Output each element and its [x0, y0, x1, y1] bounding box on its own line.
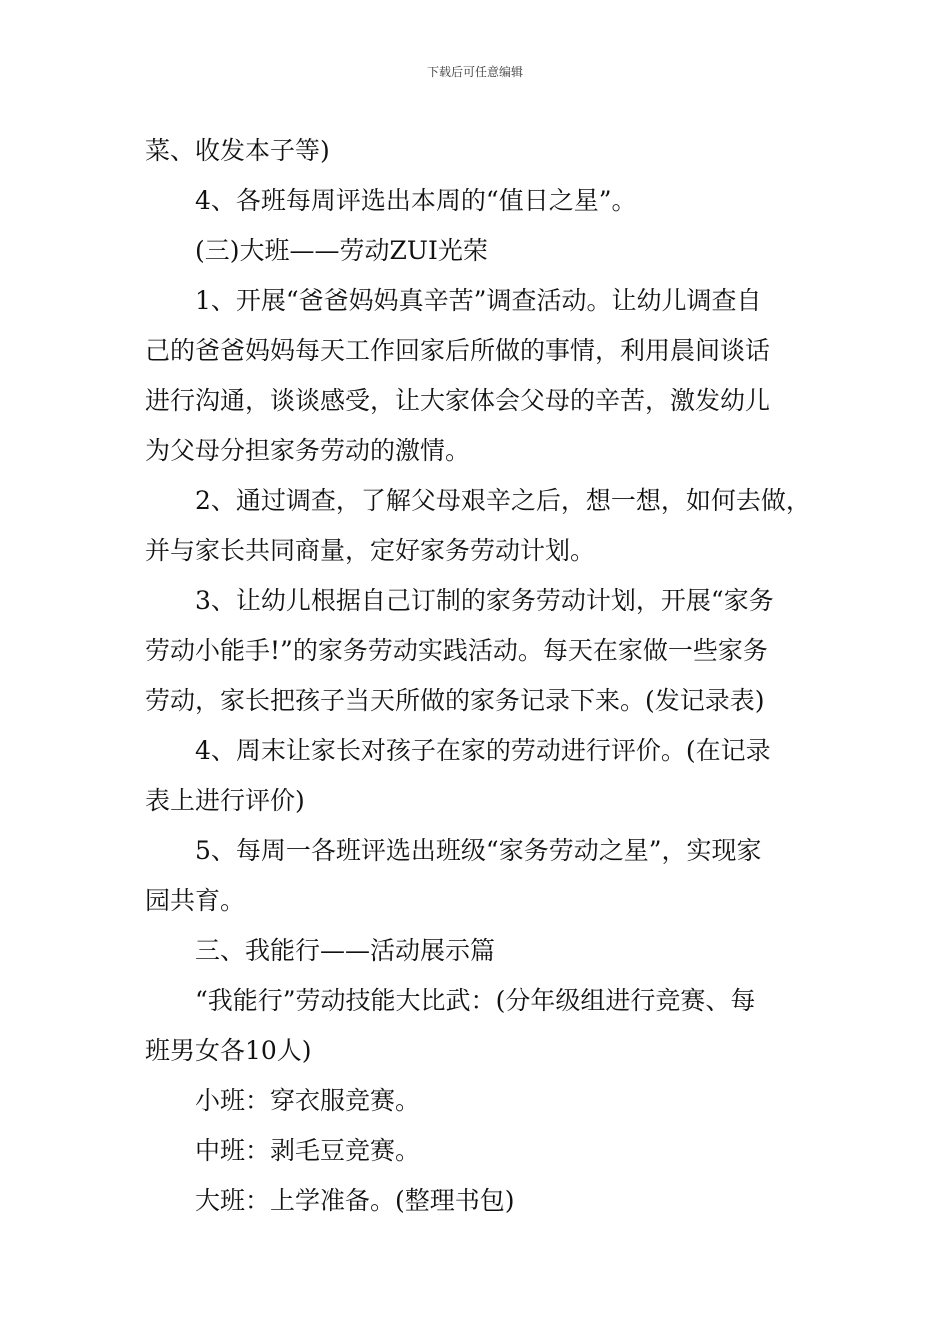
text-line-14: 表上进行评价) — [145, 786, 305, 815]
document-body — [145, 126, 835, 1226]
text-line-21: 中班：剥毛豆竞赛。 — [195, 1136, 421, 1165]
text-line-12: 劳动，家长把孩子当天所做的家务记录下来。(发记录表) — [145, 686, 765, 715]
text-line-4: 1、开展“爸爸妈妈真辛苦”调查活动。让幼儿调查自 — [195, 286, 762, 315]
text-line-20: 小班：穿衣服竞赛。 — [195, 1086, 421, 1115]
text-line-9: 并与家长共同商量，定好家务劳动计划。 — [145, 536, 596, 565]
text-line-5: 己的爸爸妈妈每天工作回家后所做的事情，利用晨间谈话 — [145, 336, 771, 365]
section-heading-daban: (三)大班——劳动ZUI光荣 — [195, 236, 488, 265]
text-line-8: 2、通过调查，了解父母艰辛之后，想一想，如何去做， — [195, 486, 811, 515]
text-line-13: 4、周末让家长对孩子在家的劳动进行评价。(在记录 — [195, 736, 771, 765]
text-line-18: “我能行”劳动技能大比武：(分年级组进行竞赛、每 — [195, 986, 756, 1015]
text-line-2: 4、各班每周评选出本周的“值日之星”。 — [195, 186, 637, 215]
text-line-19: 班男女各10人) — [145, 1036, 312, 1065]
text-line-7: 为父母分担家务劳动的激情。 — [145, 436, 471, 465]
text-line-6: 进行沟通，谈谈感受，让大家体会父母的辛苦，激发幼儿 — [145, 386, 771, 415]
text-line-15: 5、每周一各班评选出班级“家务劳动之星”，实现家 — [195, 836, 762, 865]
page-header: 下载后可任意编辑 — [426, 65, 523, 79]
text-line-10: 3、让幼儿根据自己订制的家务劳动计划，开展“家务 — [195, 586, 774, 615]
text-line-1: 菜、收发本子等) — [145, 136, 330, 165]
section-heading-woneng: 三、我能行——活动展示篇 — [195, 936, 496, 965]
text-line-22: 大班：上学准备。(整理书包) — [195, 1186, 515, 1215]
text-line-16: 园共育。 — [145, 886, 246, 915]
text-line-11: 劳动小能手!”的家务劳动实践活动。每天在家做一些家务 — [145, 636, 768, 665]
